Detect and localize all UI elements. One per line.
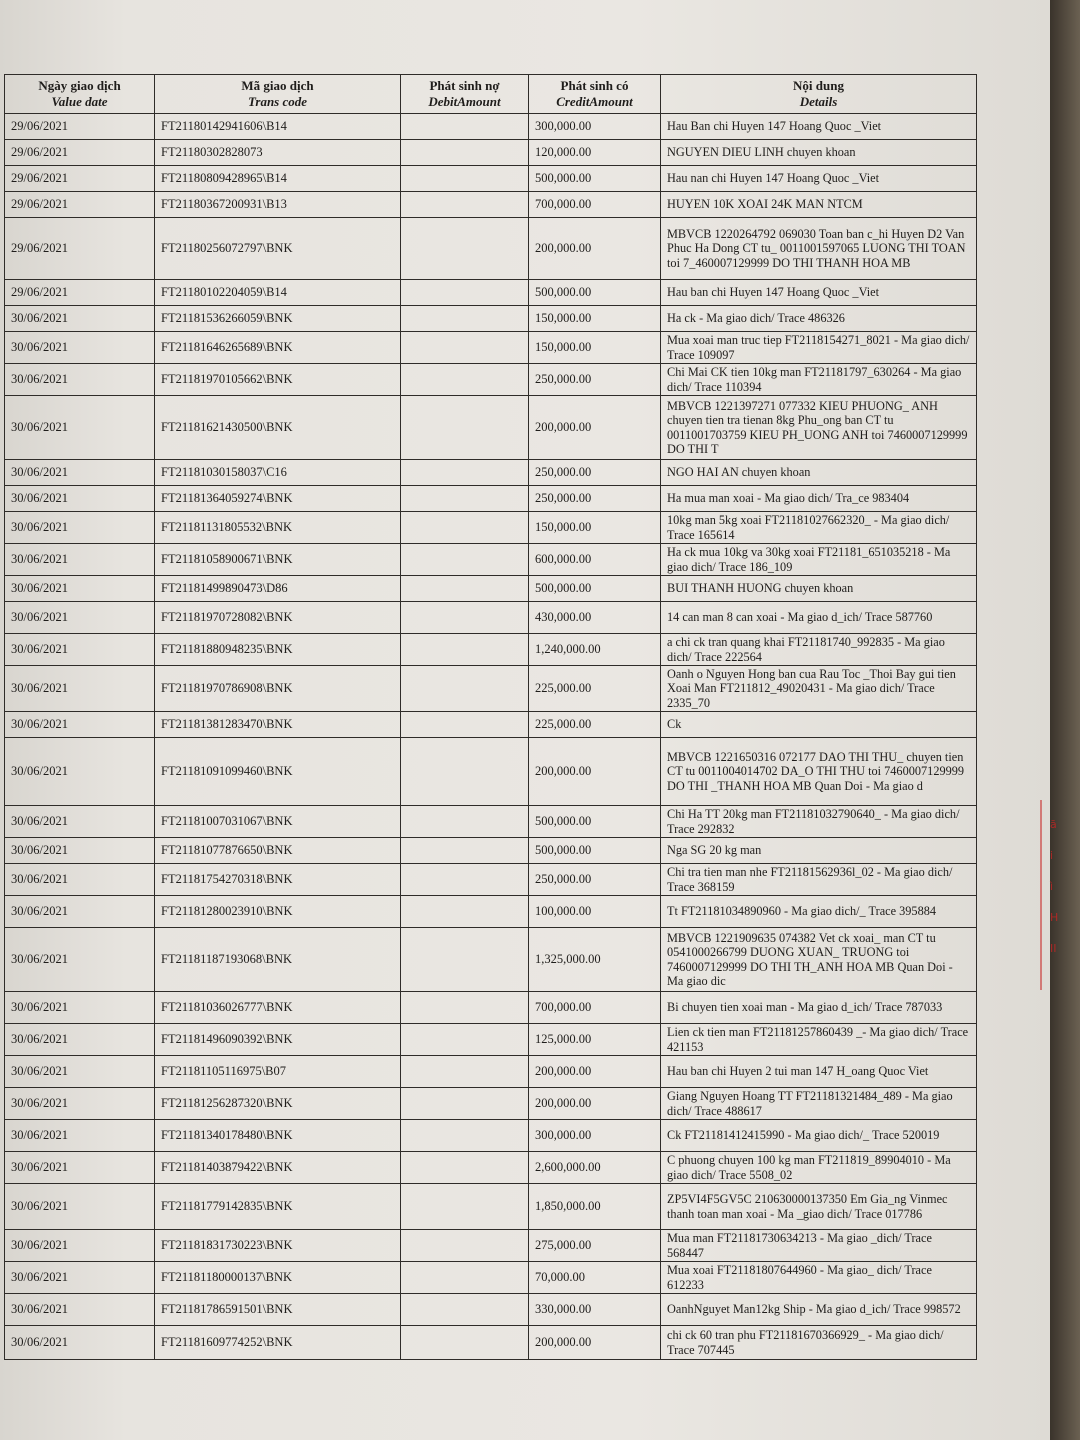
table-row — [5, 332, 977, 364]
table-row — [5, 634, 977, 666]
cell-trans-code: FT21181754270318\BNK — [155, 864, 401, 896]
cell-details: Oanh o Nguyen Hong ban cua Rau Toc _Thoi Bay gui tien Xoai Man FT211812_49020431 - Ma giao dich/ Trace 2335_70 — [661, 666, 977, 712]
cell-details: 14 can man 8 can xoai - Ma giao d_ich/ Trace 587760 — [661, 602, 977, 634]
cell-date: 30/06/2021 — [5, 864, 155, 896]
table-row — [5, 896, 977, 928]
header-date-vi: Ngày giao dịch — [38, 78, 121, 93]
table-row — [5, 576, 977, 602]
cell-credit: 70,000.00 — [529, 1262, 661, 1294]
cell-trans-code: FT21181030158037\C16 — [155, 460, 401, 486]
cell-date: 29/06/2021 — [5, 218, 155, 280]
table-surface — [1050, 0, 1080, 1440]
cell-credit: 250,000.00 — [529, 364, 661, 396]
header-details — [661, 75, 977, 114]
cell-details: Mua xoai man truc tiep FT2118154271_8021 - Ma giao dich/ Trace 109097 — [661, 332, 977, 364]
cell-date: 29/06/2021 — [5, 114, 155, 140]
cell-trans-code: FT21181970786908\BNK — [155, 666, 401, 712]
transaction-table — [4, 74, 977, 1360]
cell-date: 30/06/2021 — [5, 1294, 155, 1326]
cell-trans-code: FT21181970105662\BNK — [155, 364, 401, 396]
cell-debit — [401, 396, 529, 460]
cell-trans-code: FT21181256287320\BNK — [155, 1088, 401, 1120]
cell-trans-code: FT21181077876650\BNK — [155, 838, 401, 864]
header-credit-en: CreditAmount — [556, 94, 633, 109]
cell-credit: 275,000.00 — [529, 1230, 661, 1262]
cell-details: NGO HAI AN chuyen khoan — [661, 460, 977, 486]
cell-details: Ha ck - Ma giao dich/ Trace 486326 — [661, 306, 977, 332]
cell-credit: 100,000.00 — [529, 896, 661, 928]
cell-credit: 700,000.00 — [529, 192, 661, 218]
cell-date: 30/06/2021 — [5, 1184, 155, 1230]
cell-debit — [401, 1120, 529, 1152]
cell-debit — [401, 738, 529, 806]
cell-date: 30/06/2021 — [5, 512, 155, 544]
cell-details: MBVCB 1221397271 077332 KIEU PHUONG_ ANH chuyen tien tra tienan 8kg Phu_ong ban CT tu 0011001703759 KIEU PH_UONG ANH toi 7460007129999 DO THI T — [661, 396, 977, 460]
table-row — [5, 1294, 977, 1326]
table-row — [5, 218, 977, 280]
cell-credit: 125,000.00 — [529, 1024, 661, 1056]
cell-details: C phuong chuyen 100 kg man FT211819_89904010 - Ma giao dich/ Trace 5508_02 — [661, 1152, 977, 1184]
header-trans-code — [155, 75, 401, 114]
cell-debit — [401, 896, 529, 928]
cell-date: 29/06/2021 — [5, 140, 155, 166]
cell-debit — [401, 928, 529, 992]
table-row — [5, 1326, 977, 1360]
cell-date: 30/06/2021 — [5, 460, 155, 486]
cell-trans-code: FT21181970728082\BNK — [155, 602, 401, 634]
cell-date: 30/06/2021 — [5, 838, 155, 864]
transaction-rows — [5, 114, 977, 1360]
header-details-en: Details — [799, 94, 838, 109]
cell-trans-code: FT21181403879422\BNK — [155, 1152, 401, 1184]
cell-trans-code: FT21181364059274\BNK — [155, 486, 401, 512]
table-row — [5, 396, 977, 460]
cell-details: Ck FT21181412415990 - Ma giao dich/_ Trace 520019 — [661, 1120, 977, 1152]
table-row — [5, 1056, 977, 1088]
cell-debit — [401, 1024, 529, 1056]
cell-debit — [401, 576, 529, 602]
cell-details: MBVCB 1221909635 074382 Vet ck xoai_ man CT tu 0541000266799 DUONG XUAN_ TRUONG toi 7460007129999 DO THI TH_ANH HOA MB Quan Doi - Ma giao dic — [661, 928, 977, 992]
cell-details: Hau nan chi Huyen 147 Hoang Quoc _Viet — [661, 166, 977, 192]
cell-trans-code: FT21181499890473\D86 — [155, 576, 401, 602]
cell-date: 29/06/2021 — [5, 166, 155, 192]
cell-debit — [401, 192, 529, 218]
cell-trans-code: FT21181536266059\BNK — [155, 306, 401, 332]
cell-details: Mua man FT21181730634213 - Ma giao _dich/ Trace 568447 — [661, 1230, 977, 1262]
cell-credit: 1,240,000.00 — [529, 634, 661, 666]
cell-trans-code: FT21181131805532\BNK — [155, 512, 401, 544]
cell-date: 30/06/2021 — [5, 896, 155, 928]
cell-debit — [401, 166, 529, 192]
cell-debit — [401, 364, 529, 396]
cell-date: 30/06/2021 — [5, 1326, 155, 1360]
cell-details: Nga SG 20 kg man — [661, 838, 977, 864]
cell-details: BUI THANH HUONG chuyen khoan — [661, 576, 977, 602]
cell-trans-code: FT21181786591501\BNK — [155, 1294, 401, 1326]
cell-trans-code: FT21181831730223\BNK — [155, 1230, 401, 1262]
cell-date: 30/06/2021 — [5, 576, 155, 602]
cell-date: 30/06/2021 — [5, 1262, 155, 1294]
table-row — [5, 1088, 977, 1120]
cell-details: Ha ck mua 10kg va 30kg xoai FT21181_651035218 - Ma giao dich/ Trace 186_109 — [661, 544, 977, 576]
table-row — [5, 1120, 977, 1152]
cell-debit — [401, 712, 529, 738]
cell-debit — [401, 1294, 529, 1326]
cell-debit — [401, 1326, 529, 1360]
cell-debit — [401, 1184, 529, 1230]
cell-trans-code: FT21180142941606\B14 — [155, 114, 401, 140]
cell-details: Ck — [661, 712, 977, 738]
cell-credit: 500,000.00 — [529, 166, 661, 192]
cell-date: 30/06/2021 — [5, 486, 155, 512]
cell-credit: 200,000.00 — [529, 738, 661, 806]
cell-trans-code: FT21180302828073 — [155, 140, 401, 166]
cell-debit — [401, 218, 529, 280]
cell-date: 30/06/2021 — [5, 992, 155, 1024]
cell-date: 30/06/2021 — [5, 1230, 155, 1262]
cell-credit: 500,000.00 — [529, 838, 661, 864]
cell-details: Chi Ha TT 20kg man FT21181032790640_ - Ma giao dich/ Trace 292832 — [661, 806, 977, 838]
cell-details: a chi ck tran quang khai FT21181740_992835 - Ma giao dich/ Trace 222564 — [661, 634, 977, 666]
table-row — [5, 738, 977, 806]
cell-trans-code: FT21180256072797\BNK — [155, 218, 401, 280]
cell-debit — [401, 1056, 529, 1088]
header-debit — [401, 75, 529, 114]
table-row — [5, 544, 977, 576]
cell-credit: 250,000.00 — [529, 486, 661, 512]
cell-trans-code: FT21181609774252\BNK — [155, 1326, 401, 1360]
header-debit-vi: Phát sinh nợ — [429, 78, 500, 93]
table-row — [5, 364, 977, 396]
cell-credit: 300,000.00 — [529, 1120, 661, 1152]
cell-debit — [401, 1088, 529, 1120]
cell-details: MBVCB 1220264792 069030 Toan ban c_hi Huyen D2 Van Phuc Ha Dong CT tu_ 0011001597065 LUONG THI TOAN toi 7_460007129999 DO THI THANH HOA MB — [661, 218, 977, 280]
cell-details: Lien ck tien man FT21181257860439 _- Ma giao dich/ Trace 421153 — [661, 1024, 977, 1056]
header-credit — [529, 75, 661, 114]
cell-date: 30/06/2021 — [5, 602, 155, 634]
cell-details: Chi tra tien man nhe FT21181562936l_02 - Ma giao dich/ Trace 368159 — [661, 864, 977, 896]
cell-credit: 200,000.00 — [529, 218, 661, 280]
cell-trans-code: FT21180809428965\B14 — [155, 166, 401, 192]
table-row — [5, 1230, 977, 1262]
cell-details: 10kg man 5kg xoai FT21181027662320_ - Ma giao dich/ Trace 165614 — [661, 512, 977, 544]
table-row — [5, 1024, 977, 1056]
cell-trans-code: FT21181621430500\BNK — [155, 396, 401, 460]
cell-trans-code: FT21181779142835\BNK — [155, 1184, 401, 1230]
cell-debit — [401, 544, 529, 576]
cell-details: Mua xoai FT21181807644960 - Ma giao_ dich/ Trace 612233 — [661, 1262, 977, 1294]
cell-credit: 1,850,000.00 — [529, 1184, 661, 1230]
cell-date: 30/06/2021 — [5, 738, 155, 806]
cell-trans-code: FT21181105116975\B07 — [155, 1056, 401, 1088]
cell-date: 30/06/2021 — [5, 396, 155, 460]
table-row — [5, 306, 977, 332]
cell-details: Ha mua man xoai - Ma giao dich/ Tra_ce 983404 — [661, 486, 977, 512]
cell-trans-code: FT21181187193068\BNK — [155, 928, 401, 992]
cell-credit: 500,000.00 — [529, 806, 661, 838]
cell-credit: 700,000.00 — [529, 992, 661, 1024]
cell-trans-code: FT21181381283470\BNK — [155, 712, 401, 738]
cell-date: 30/06/2021 — [5, 666, 155, 712]
cell-trans-code: FT21181058900671\BNK — [155, 544, 401, 576]
table-row — [5, 928, 977, 992]
cell-trans-code: FT21181007031067\BNK — [155, 806, 401, 838]
cell-credit: 150,000.00 — [529, 512, 661, 544]
cell-date: 30/06/2021 — [5, 712, 155, 738]
cell-details: Giang Nguyen Hoang TT FT21181321484_489 - Ma giao dich/ Trace 488617 — [661, 1088, 977, 1120]
cell-trans-code: FT21180367200931\B13 — [155, 192, 401, 218]
cell-date: 29/06/2021 — [5, 192, 155, 218]
header-details-vi: Nội dung — [793, 78, 844, 93]
cell-credit: 2,600,000.00 — [529, 1152, 661, 1184]
cell-trans-code: FT21181880948235\BNK — [155, 634, 401, 666]
cell-debit — [401, 1230, 529, 1262]
cell-credit: 150,000.00 — [529, 306, 661, 332]
cell-date: 30/06/2021 — [5, 1024, 155, 1056]
cell-debit — [401, 332, 529, 364]
cell-date: 30/06/2021 — [5, 928, 155, 992]
cell-details: Bi chuyen tien xoai man - Ma giao d_ich/ Trace 787033 — [661, 992, 977, 1024]
cell-trans-code: FT21180102204059\B14 — [155, 280, 401, 306]
cell-date: 30/06/2021 — [5, 364, 155, 396]
cell-details: Hau Ban chi Huyen 147 Hoang Quoc _Viet — [661, 114, 977, 140]
cell-trans-code: FT21181496090392\BNK — [155, 1024, 401, 1056]
header-date-en: Value date — [51, 94, 108, 109]
cell-credit: 200,000.00 — [529, 1088, 661, 1120]
cell-debit — [401, 512, 529, 544]
cell-trans-code: FT21181036026777\BNK — [155, 992, 401, 1024]
cell-details: Tt FT21181034890960 - Ma giao dich/_ Trace 395884 — [661, 896, 977, 928]
header-code-vi: Mã giao dịch — [241, 78, 314, 93]
header-code-en: Trans code — [247, 94, 308, 109]
cell-trans-code: FT21181180000137\BNK — [155, 1262, 401, 1294]
red-stamp-mark: ā i ì H II — [1040, 800, 1072, 990]
cell-trans-code: FT21181646265689\BNK — [155, 332, 401, 364]
header-credit-vi: Phát sinh có — [560, 78, 629, 93]
cell-credit: 300,000.00 — [529, 114, 661, 140]
cell-date: 30/06/2021 — [5, 1056, 155, 1088]
table-row — [5, 838, 977, 864]
cell-details: Chi Mai CK tien 10kg man FT21181797_630264 - Ma giao dich/ Trace 110394 — [661, 364, 977, 396]
cell-credit: 250,000.00 — [529, 864, 661, 896]
cell-debit — [401, 1152, 529, 1184]
cell-debit — [401, 460, 529, 486]
cell-date: 30/06/2021 — [5, 1152, 155, 1184]
cell-date: 30/06/2021 — [5, 1088, 155, 1120]
cell-debit — [401, 114, 529, 140]
cell-details: MBVCB 1221650316 072177 DAO THI THU_ chuyen tien CT tu 0011004014702 DA_O THI THU toi 7460007129999 DO THI _THANH HOA MB Quan Doi - Ma giao d — [661, 738, 977, 806]
cell-details: Hau ban chi Huyen 2 tui man 147 H_oang Quoc Viet — [661, 1056, 977, 1088]
cell-credit: 330,000.00 — [529, 1294, 661, 1326]
cell-debit — [401, 140, 529, 166]
cell-date: 30/06/2021 — [5, 332, 155, 364]
table-row — [5, 806, 977, 838]
cell-date: 30/06/2021 — [5, 306, 155, 332]
cell-debit — [401, 280, 529, 306]
cell-credit: 500,000.00 — [529, 576, 661, 602]
table-row — [5, 1152, 977, 1184]
cell-credit: 500,000.00 — [529, 280, 661, 306]
cell-credit: 200,000.00 — [529, 1056, 661, 1088]
cell-date: 30/06/2021 — [5, 544, 155, 576]
table-row — [5, 864, 977, 896]
cell-details: ZP5VI4F5GV5C 210630000137350 Em Gia_ng Vinmec thanh toan man xoai - Ma _giao dich/ Trace 017786 — [661, 1184, 977, 1230]
cell-debit — [401, 838, 529, 864]
table-row — [5, 602, 977, 634]
cell-debit — [401, 666, 529, 712]
cell-date: 30/06/2021 — [5, 1120, 155, 1152]
table-row — [5, 460, 977, 486]
cell-date: 30/06/2021 — [5, 806, 155, 838]
cell-details: HUYEN 10K XOAI 24K MAN NTCM — [661, 192, 977, 218]
header-debit-en: DebitAmount — [428, 94, 501, 109]
cell-debit — [401, 634, 529, 666]
table-row — [5, 280, 977, 306]
cell-debit — [401, 806, 529, 838]
cell-details: NGUYEN DIEU LINH chuyen khoan — [661, 140, 977, 166]
table-row — [5, 512, 977, 544]
table-row — [5, 712, 977, 738]
cell-trans-code: FT21181091099460\BNK — [155, 738, 401, 806]
cell-credit: 200,000.00 — [529, 396, 661, 460]
cell-details: OanhNguyet Man12kg Ship - Ma giao d_ich/ Trace 998572 — [661, 1294, 977, 1326]
table-row — [5, 192, 977, 218]
cell-credit: 1,325,000.00 — [529, 928, 661, 992]
cell-debit — [401, 602, 529, 634]
cell-credit: 600,000.00 — [529, 544, 661, 576]
cell-debit — [401, 486, 529, 512]
cell-debit — [401, 864, 529, 896]
cell-credit: 225,000.00 — [529, 712, 661, 738]
table-row — [5, 1262, 977, 1294]
cell-debit — [401, 306, 529, 332]
cell-debit — [401, 992, 529, 1024]
cell-trans-code: FT21181280023910\BNK — [155, 896, 401, 928]
cell-credit: 430,000.00 — [529, 602, 661, 634]
header-row — [5, 75, 977, 114]
table-row — [5, 1184, 977, 1230]
header-value-date — [5, 75, 155, 114]
cell-details: Hau ban chi Huyen 147 Hoang Quoc _Viet — [661, 280, 977, 306]
table-row — [5, 140, 977, 166]
cell-credit: 120,000.00 — [529, 140, 661, 166]
table-row — [5, 666, 977, 712]
cell-date: 30/06/2021 — [5, 634, 155, 666]
cell-date: 29/06/2021 — [5, 280, 155, 306]
table-row — [5, 992, 977, 1024]
cell-credit: 200,000.00 — [529, 1326, 661, 1360]
table-row — [5, 114, 977, 140]
cell-debit — [401, 1262, 529, 1294]
table-row — [5, 166, 977, 192]
table-row — [5, 486, 977, 512]
cell-trans-code: FT21181340178480\BNK — [155, 1120, 401, 1152]
cell-credit: 225,000.00 — [529, 666, 661, 712]
cell-credit: 250,000.00 — [529, 460, 661, 486]
cell-details: chi ck 60 tran phu FT21181670366929_ - Ma giao dich/ Trace 707445 — [661, 1326, 977, 1360]
cell-credit: 150,000.00 — [529, 332, 661, 364]
